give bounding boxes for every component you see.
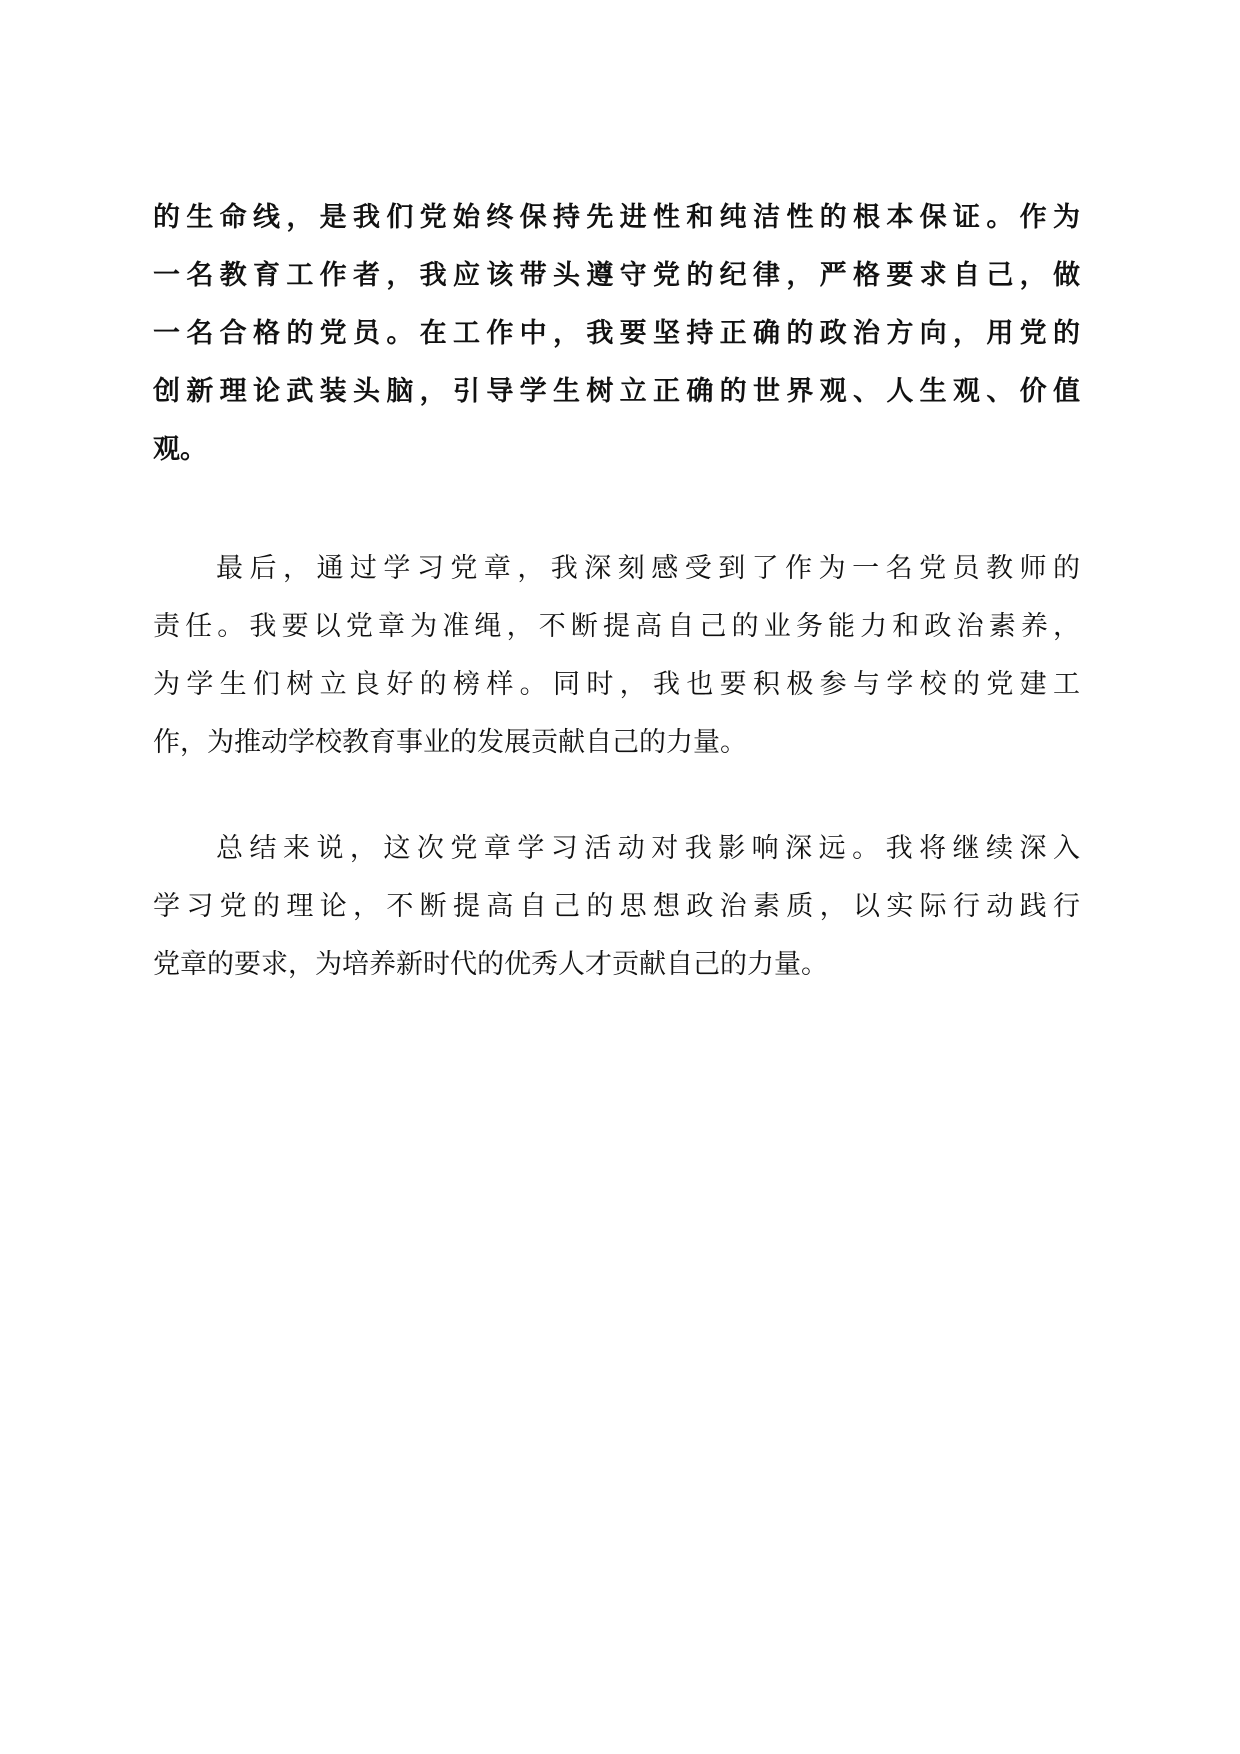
- paragraph-line: 为学生们树立良好的榜样。同时，我也要积极参与学校的党建工: [153, 669, 1080, 700]
- paragraph-line: 一名合格的党员。在工作中，我要坚持正确的政治方向，用党的: [153, 318, 1080, 349]
- paragraph-line: 学习党的理论，不断提高自己的思想政治素质，以实际行动践行: [153, 891, 1080, 922]
- paragraph-line: 最后，通过学习党章，我深刻感受到了作为一名党员教师的: [216, 553, 1080, 584]
- paragraph-summary: [153, 820, 1080, 994]
- paragraph-discipline: [153, 189, 1080, 479]
- paragraph-line: 总结来说，这次党章学习活动对我影响深远。我将继续深入: [216, 833, 1080, 864]
- paragraph-line: 的生命线，是我们党始终保持先进性和纯洁性的根本保证。作为: [153, 202, 1080, 233]
- paragraph-line: 创新理论武装头脑，引导学生树立正确的世界观、人生观、价值: [153, 376, 1080, 407]
- paragraph-line: 观。: [153, 434, 207, 465]
- paragraph-line: 责任。我要以党章为准绳，不断提高自己的业务能力和政治素养，: [153, 611, 1080, 642]
- paragraph-responsibility: [153, 540, 1080, 772]
- paragraph-line: 作，为推动学校教育事业的发展贡献自己的力量。: [153, 727, 747, 758]
- paragraph-line: 党章的要求，为培养新时代的优秀人才贡献自己的力量。: [153, 949, 828, 980]
- paragraph-line: 一名教育工作者，我应该带头遵守党的纪律，严格要求自己，做: [153, 260, 1080, 291]
